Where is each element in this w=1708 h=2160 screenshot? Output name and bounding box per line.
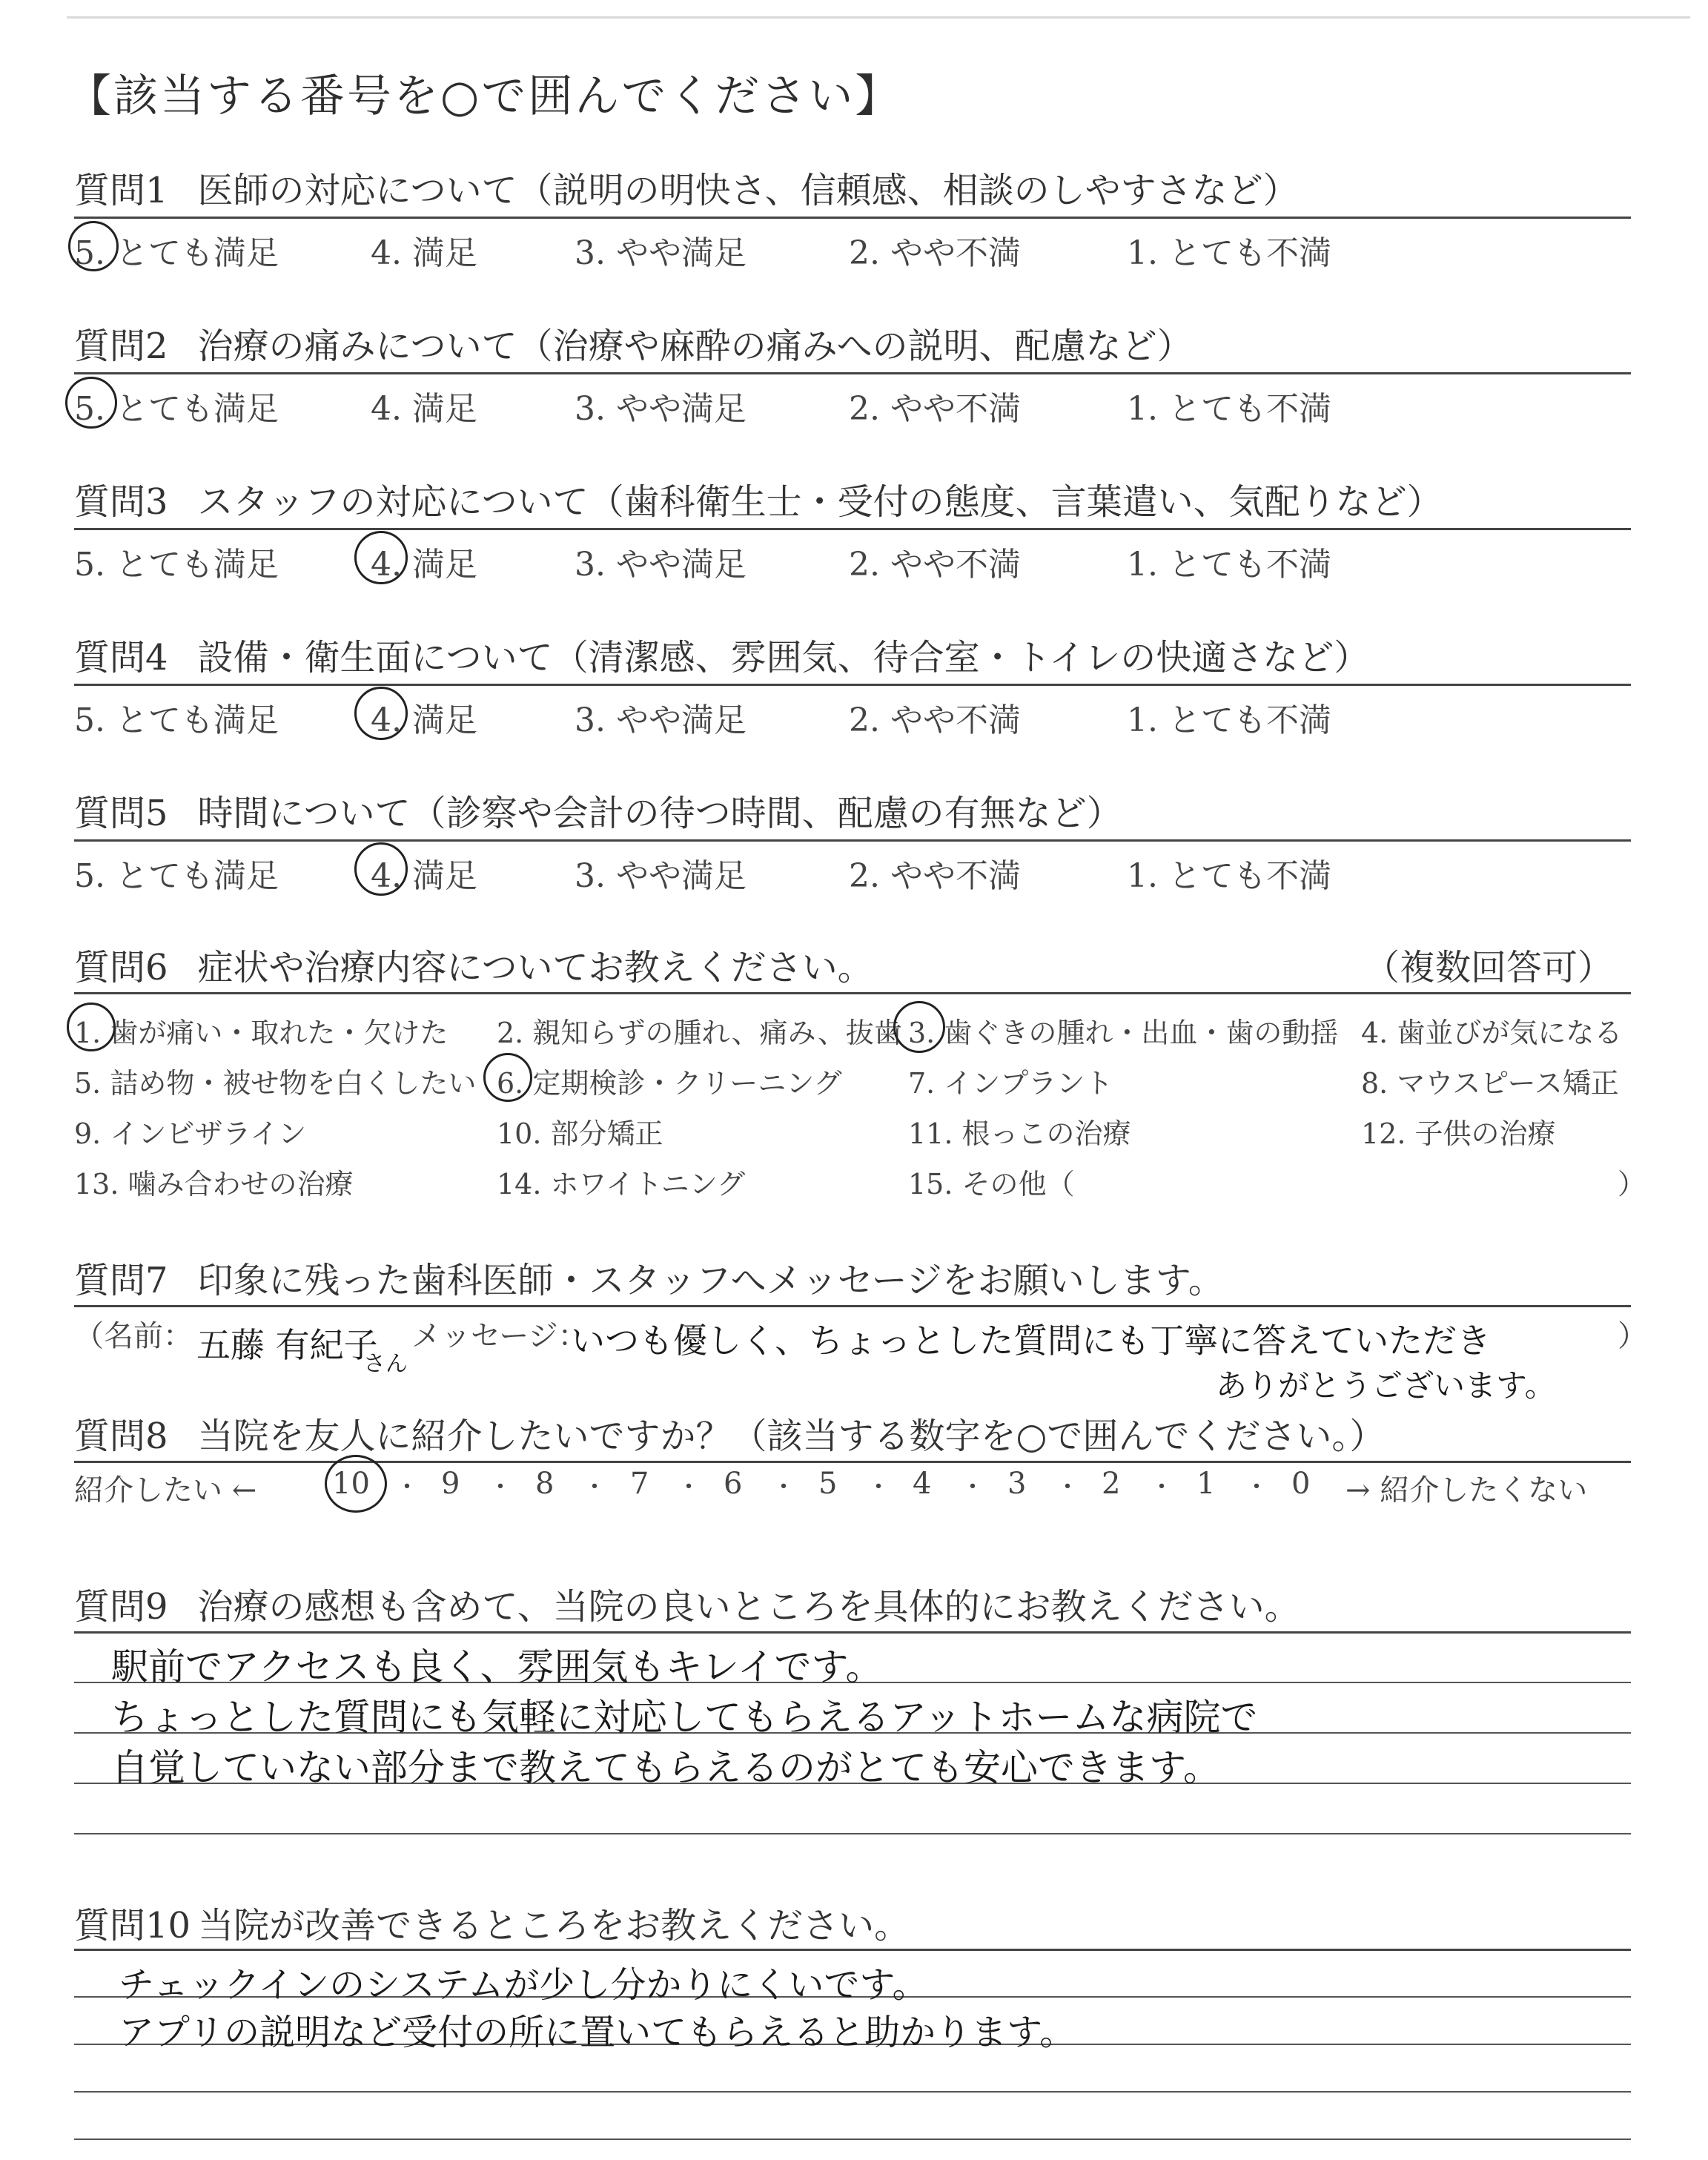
question-5-number: 質問5 (74, 793, 168, 834)
q6-option-10[interactable]: 10. 部分矯正 (497, 1117, 663, 1150)
q6-option-11[interactable]: 11. 根っこの治療 (908, 1117, 1131, 1150)
q6-option-4[interactable]: 4. 歯並びが気になる (1361, 1017, 1623, 1049)
q2-option-2[interactable]: 2. やや不満 (849, 390, 1021, 428)
question-2-text: 治療の痛みについて（治療や麻酔の痛みへの説明、配慮など） (197, 326, 1193, 367)
q1-option-5[interactable]: 5. とても満足 (74, 234, 279, 272)
q9-answer-line-3: 自覚していない部分まで教えてもらえるのがとても安心できます。 (111, 1746, 1220, 1789)
q8-scale-2[interactable]: 2 (1102, 1467, 1121, 1501)
q6-selected-circle-6 (483, 1053, 532, 1102)
q1-answer-circle (68, 221, 119, 271)
q9-writing-line (74, 1833, 1631, 1834)
q8-scale-10[interactable]: 10 (332, 1467, 370, 1501)
q9-answer-line-1[interactable]: 駅前でアクセスも良く、雰囲気もキレイです。 (111, 1645, 883, 1688)
q3-option-2[interactable]: 2. やや不満 (849, 546, 1021, 584)
q6-option-1[interactable]: 1. 歯が痛い・取れた・欠けた (74, 1017, 448, 1049)
question-7-text: 印象に残った歯科医師・スタッフへメッセージをお願いします。 (197, 1260, 1224, 1301)
q5-option-4[interactable]: 4. 満足 (371, 857, 477, 895)
q5-answer-circle (354, 842, 408, 896)
question-9-heading (74, 1578, 1300, 1629)
q4-option-3[interactable]: 3. やや満足 (575, 701, 747, 739)
q8-scale-1[interactable]: 1 (1196, 1467, 1216, 1501)
q8-right-label: → 紹介したくない (1345, 1473, 1588, 1507)
question-7-number: 質問7 (74, 1260, 168, 1301)
q4-option-1[interactable]: 1. とても不満 (1127, 701, 1331, 739)
question-9-number: 質問9 (74, 1586, 168, 1628)
q8-scale-6[interactable]: 6 (724, 1467, 743, 1501)
form-instruction-title: 【該当する番号を○で囲んでください】 (67, 70, 902, 122)
q7-message-label: メッセージ： (411, 1319, 588, 1353)
q8-scale-5[interactable]: 5 (818, 1467, 838, 1501)
q8-separator: ・ (960, 1473, 985, 1502)
q7-message-handwritten-line-1[interactable]: いつも優しく、ちょっとした質問にも丁寧に答えていただき (571, 1321, 1492, 1361)
question-7-rule (74, 1305, 1631, 1307)
q10-answer-line-2: アプリの説明など受付の所に置いてもらえると助かります。 (119, 2012, 1076, 2053)
q7-message-handwritten-line-2: ありがとうございます。 (1216, 1367, 1556, 1404)
q8-scale-4[interactable]: 4 (913, 1467, 932, 1501)
question-6-heading (74, 939, 873, 990)
q3-option-1[interactable]: 1. とても不満 (1127, 546, 1331, 584)
q8-scale-3[interactable]: 3 (1007, 1467, 1027, 1501)
q8-separator: ・ (1055, 1473, 1080, 1502)
q7-name-handwritten[interactable]: 五藤 有紀子 (196, 1325, 378, 1365)
top-border (67, 16, 1690, 19)
q5-option-1[interactable]: 1. とても不満 (1127, 857, 1331, 895)
question-10-number: 質問10 (74, 1905, 191, 1946)
q6-selected-circle-1 (67, 1003, 116, 1051)
q5-option-3[interactable]: 3. やや満足 (575, 857, 747, 895)
question-8-text: 当院を友人に紹介したいですか？（該当する数字を○で囲んでください。） (197, 1416, 1386, 1457)
question-4-rule (74, 684, 1631, 686)
question-3-rule (74, 528, 1631, 530)
q7-close-paren: ） (1618, 1319, 1647, 1353)
question-4-number: 質問4 (74, 637, 168, 678)
question-5-text: 時間について（診察や会計の待つ時間、配慮の有無など） (197, 793, 1122, 834)
q3-option-4[interactable]: 4. 満足 (371, 546, 477, 584)
question-9-rule (74, 1631, 1631, 1634)
q8-separator: ・ (1149, 1473, 1174, 1502)
q8-scale-7[interactable]: 7 (630, 1467, 649, 1501)
q6-option-8[interactable]: 8. マウスピース矯正 (1361, 1067, 1619, 1100)
q2-option-4[interactable]: 4. 満足 (371, 390, 477, 428)
q6-option-13[interactable]: 13. 噛み合わせの治療 (74, 1168, 354, 1200)
question-8-number: 質問8 (74, 1416, 168, 1457)
q6-option-14[interactable]: 14. ホワイトニング (497, 1168, 746, 1200)
question-4-heading (74, 629, 1369, 680)
question-6-number: 質問6 (74, 947, 168, 988)
question-5-heading (74, 785, 1122, 836)
question-2-number: 質問2 (74, 326, 168, 367)
q5-option-2[interactable]: 2. やや不満 (849, 857, 1021, 895)
q2-option-5[interactable]: 5. とても満足 (74, 390, 279, 428)
q8-separator: ・ (1244, 1473, 1269, 1502)
q1-option-4[interactable]: 4. 満足 (371, 234, 477, 272)
q8-scale-8[interactable]: 8 (535, 1467, 555, 1501)
q2-answer-circle (65, 377, 117, 429)
q9-answer-line-2: ちょっとした質問にも気軽に対応してもらえるアットホームな病院で (111, 1696, 1258, 1739)
q8-separator: ・ (488, 1473, 513, 1502)
q8-separator: ・ (866, 1473, 891, 1502)
question-10-text: 当院が改善できるところをお教えください。 (198, 1905, 910, 1946)
q4-option-4[interactable]: 4. 満足 (371, 701, 477, 739)
q8-answer-circle (325, 1455, 387, 1513)
q6-option-7[interactable]: 7. インプラント (908, 1067, 1113, 1100)
q8-separator: ・ (771, 1473, 796, 1502)
question-9-text: 治療の感想も含めて、当院の良いところを具体的にお教えください。 (197, 1586, 1300, 1628)
question-8-heading (74, 1407, 1385, 1459)
question-6-multiple-note: （複数回答可） (1364, 947, 1614, 988)
question-2-heading (74, 317, 1193, 369)
q8-separator: ・ (676, 1473, 701, 1502)
question-5-rule (74, 839, 1631, 842)
q6-option-15-close: ） (1618, 1168, 1646, 1200)
question-6-text: 症状や治療内容についてお教えください。 (197, 947, 873, 988)
q6-option-15[interactable]: 15. その他（ (908, 1168, 1075, 1200)
q8-scale-0[interactable]: 0 (1291, 1467, 1311, 1501)
q5-option-5[interactable]: 5. とても満足 (74, 857, 279, 895)
question-1-heading (74, 162, 1299, 213)
question-3-number: 質問3 (74, 481, 168, 523)
question-1-rule (74, 217, 1631, 219)
question-10-heading (74, 1897, 910, 1948)
question-1-number: 質問1 (74, 170, 168, 211)
question-3-heading (74, 473, 1443, 524)
question-10-rule (74, 1949, 1631, 1951)
q4-option-5[interactable]: 5. とても満足 (74, 701, 279, 739)
question-6-rule (74, 992, 1631, 994)
question-4-text: 設備・衛生面について（清潔感、雰囲気、待合室・トイレの快適さなど） (197, 637, 1370, 678)
q6-selected-circle-3 (893, 1001, 945, 1053)
q1-option-2[interactable]: 2. やや不満 (849, 234, 1021, 272)
q3-option-5[interactable]: 5. とても満足 (74, 546, 279, 584)
q6-option-9[interactable]: 9. インビザライン (74, 1117, 307, 1150)
q8-separator: ・ (394, 1473, 420, 1502)
q6-option-5[interactable]: 5. 詰め物・被せ物を白くしたい (74, 1067, 477, 1100)
q10-writing-line (74, 2138, 1631, 2140)
question-2-rule (74, 372, 1631, 374)
q7-name-label: （名前： (74, 1319, 193, 1353)
q7-name-suffix-handwritten: さん (363, 1351, 408, 1377)
q1-option-3[interactable]: 3. やや満足 (575, 234, 747, 272)
q10-writing-line (74, 2091, 1631, 2093)
question-8-rule (74, 1461, 1631, 1463)
question-1-text: 医師の対応について（説明の明快さ、信頼感、相談のしやすさなど） (197, 170, 1299, 211)
q6-option-3[interactable]: 3. 歯ぐきの腫れ・出血・歯の動揺 (908, 1017, 1339, 1049)
q6-option-6[interactable]: 6. 定期検診・クリーニング (497, 1067, 842, 1100)
question-3-text: スタッフの対応について（歯科衛生士・受付の態度、言葉遣い、気配りなど） (197, 481, 1443, 523)
q4-answer-circle (354, 687, 408, 740)
q4-option-2[interactable]: 2. やや不満 (849, 701, 1021, 739)
q3-option-3[interactable]: 3. やや満足 (575, 546, 747, 584)
q6-option-12[interactable]: 12. 子供の治療 (1361, 1117, 1556, 1150)
q6-option-2[interactable]: 2. 親知らずの腫れ、痛み、抜歯 (497, 1017, 902, 1049)
q1-option-1[interactable]: 1. とても不満 (1127, 234, 1331, 272)
question-7-heading (74, 1252, 1224, 1303)
q8-left-label: 紹介したい ← (74, 1473, 257, 1507)
q8-separator: ・ (582, 1473, 607, 1502)
q10-answer-line-1[interactable]: チェックインのシステムが少し分かりにくいです。 (119, 1964, 928, 2006)
q2-option-1[interactable]: 1. とても不満 (1127, 390, 1331, 428)
q8-scale-9[interactable]: 9 (441, 1467, 460, 1501)
q3-answer-circle (354, 531, 408, 584)
q2-option-3[interactable]: 3. やや満足 (575, 390, 747, 428)
